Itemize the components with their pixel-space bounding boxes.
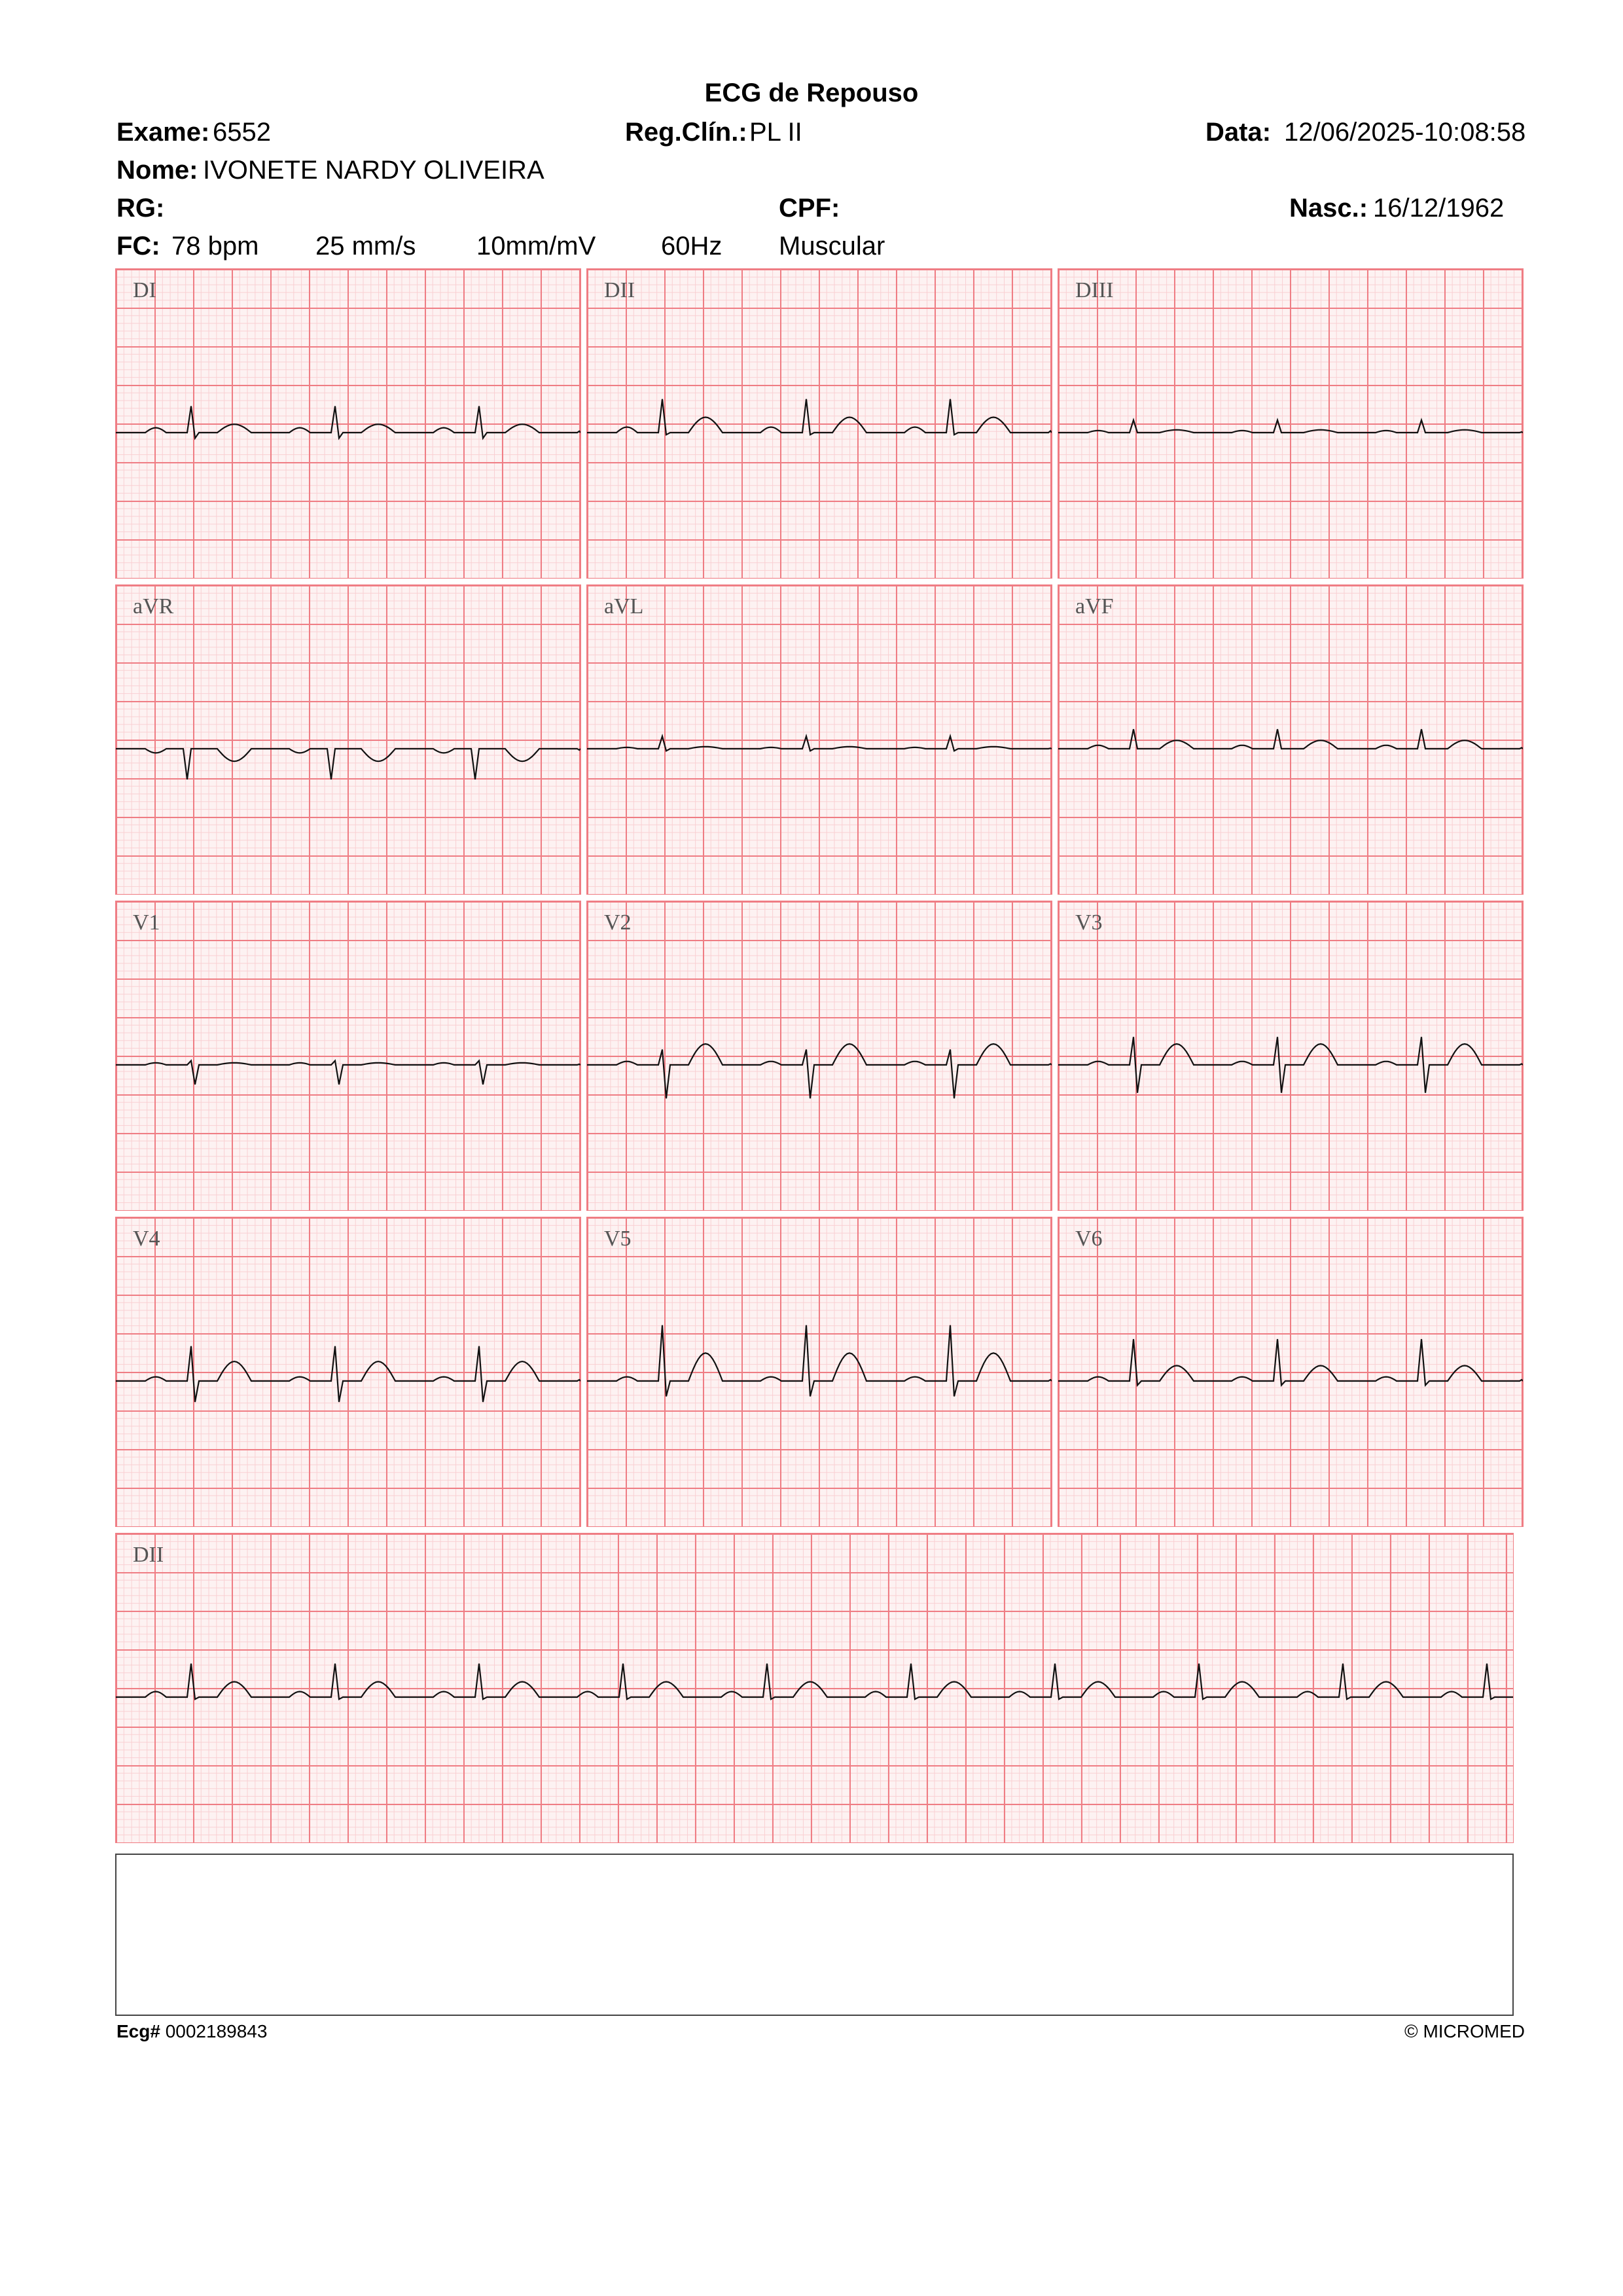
ecg-trace-svg (116, 269, 580, 578)
lead-panel-v5 (586, 1217, 1052, 1527)
reg-label: Reg.Clín.: (625, 118, 747, 147)
lead-panel-avf (1058, 584, 1524, 895)
copyright: © MICROMED (1404, 2021, 1525, 2041)
lead-label: V5 (604, 1227, 632, 1251)
lead-label: aVF (1075, 594, 1114, 619)
ecg-trace-svg (587, 269, 1052, 578)
lead-label: V6 (1075, 1227, 1103, 1251)
ecg-trace (1058, 420, 1523, 433)
lead-label: DII (133, 1543, 164, 1567)
lead-label: aVL (604, 594, 644, 619)
ecg-trace-svg (1058, 269, 1523, 578)
ecg-id (116, 2021, 267, 2042)
ecg-trace (116, 1061, 580, 1085)
ecg-trace-svg (116, 585, 580, 894)
ecg-id-label: Ecg# (116, 2021, 160, 2041)
comment-box (115, 1854, 1514, 2016)
ecg-trace (587, 1044, 1052, 1098)
lead-panel-v2 (586, 901, 1052, 1211)
ecg-trace (116, 749, 580, 780)
date-value: 12/06/2025-10:08:58 (1284, 118, 1526, 147)
reg-value: PL II (749, 118, 802, 147)
lead-panel-di (115, 268, 581, 579)
ecg-trace-svg (116, 1217, 580, 1526)
ecg-trace-svg (1058, 901, 1523, 1210)
ecg-trace (587, 399, 1052, 435)
hr-label: FC: (116, 232, 160, 260)
ecg-id-value: 0002189843 (165, 2021, 268, 2041)
birth-label: Nasc.: (1289, 194, 1368, 223)
ecg-trace (116, 406, 580, 439)
gain-value: 10mm/mV (476, 232, 596, 260)
date-label: Data: (1205, 118, 1272, 147)
ecg-trace-svg (587, 901, 1052, 1210)
exam-value: 6552 (213, 118, 271, 147)
name-value: IVONETE NARDY OLIVEIRA (203, 156, 544, 185)
lead-label: V2 (604, 910, 632, 935)
ecg-trace (1058, 1339, 1523, 1385)
lead-label: DI (133, 278, 156, 302)
ecg-trace-svg (1058, 585, 1523, 894)
lead-panel-v6 (1058, 1217, 1524, 1527)
ecg-trace (1058, 729, 1523, 749)
lead-label: aVR (133, 594, 174, 619)
lead-panel-v1 (115, 901, 581, 1211)
ecg-trace-svg (587, 585, 1052, 894)
ecg-trace-svg (116, 1534, 1513, 1842)
lead-panel-avl (586, 584, 1052, 895)
filter-freq-value: 60Hz (661, 232, 722, 260)
hr-value: 78 bpm (171, 232, 259, 260)
ecg-trace-svg (1058, 1217, 1523, 1526)
lead-label: V4 (133, 1227, 160, 1251)
lead-panel-v3 (1058, 901, 1524, 1211)
speed-value: 25 mm/s (315, 232, 416, 260)
cpf-label: CPF: (779, 194, 840, 223)
ecg-trace (1058, 1037, 1523, 1092)
ecg-trace (116, 1346, 580, 1402)
lead-label: DII (604, 278, 635, 302)
lead-panel-dii (115, 1533, 1514, 1843)
lead-panel-avr (115, 584, 581, 895)
lead-panel-dii (586, 268, 1052, 579)
rg-label: RG: (116, 194, 165, 223)
filter-type-value: Muscular (779, 232, 885, 260)
lead-label: V3 (1075, 910, 1103, 935)
lead-label: V1 (133, 910, 160, 935)
ecg-trace (587, 1325, 1052, 1397)
birth-value: 16/12/1962 (1373, 194, 1505, 223)
exam-label: Exame: (116, 118, 210, 147)
ecg-trace (116, 1664, 1513, 1699)
lead-label: DIII (1075, 278, 1114, 302)
ecg-trace-svg (116, 901, 580, 1210)
name-label: Nome: (116, 156, 198, 185)
ecg-trace (587, 736, 1052, 751)
lead-panel-v4 (115, 1217, 581, 1527)
report-title: ECG de Repouso (704, 79, 919, 107)
ecg-trace-svg (587, 1217, 1052, 1526)
lead-panel-diii (1058, 268, 1524, 579)
